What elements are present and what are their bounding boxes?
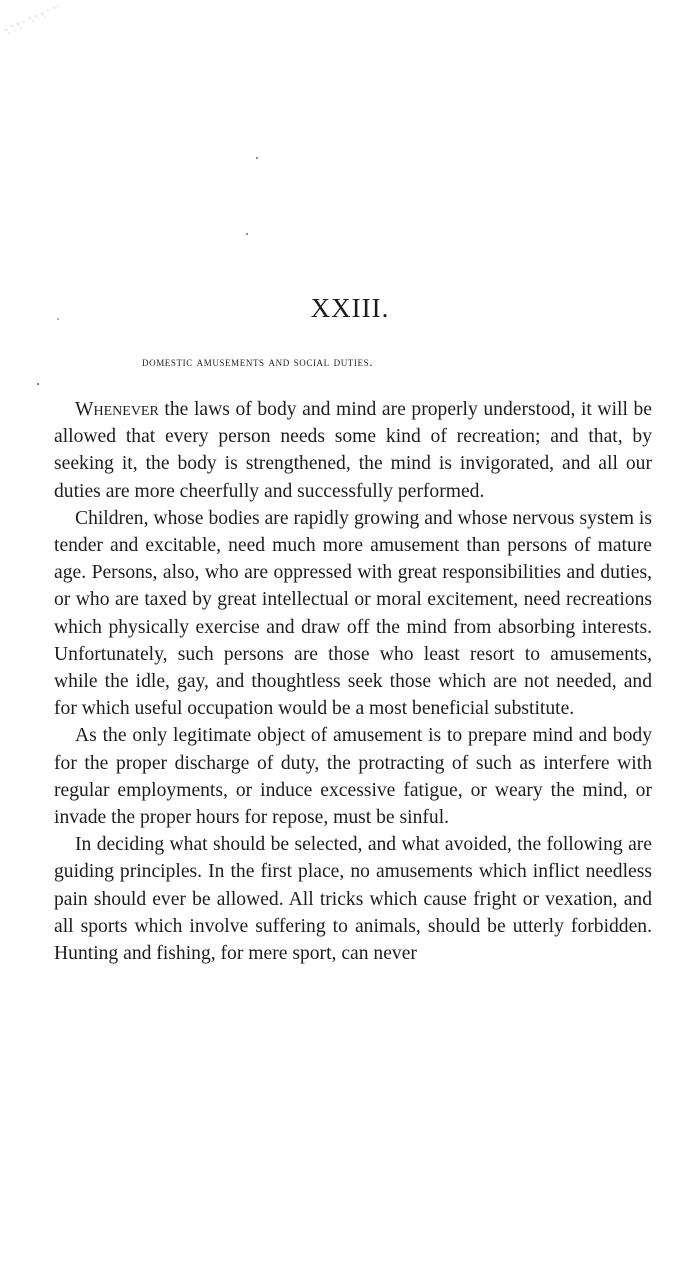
paragraph [54,505,652,723]
paper-speck [246,233,248,235]
paragraph-text: Children, whose bodies are rapidly growing and whose nervous system is tender and excitable, need much more amusement than persons of mature age. Persons, also, who are oppressed with great responsibilities and duties, or who are taxed by great intellectual or moral excitement, need recreations which physically exercise and draw off the mind from absorbing interests. Unfortunately, such persons are those who least resort to amusements, while the idle, gay, and thoughtless seek those which are not needed, and for which useful occupation would be a most beneficial substitute. [54,507,652,720]
chapter-number-text: XXIII. [310,293,390,323]
paragraph-lead-word: Whenever [75,399,159,420]
page-smudge [0,2,70,42]
paper-speck [37,383,39,385]
paragraph [54,722,652,831]
paper-speck [256,157,258,159]
chapter-title: domestic amusements and social duties. [142,354,374,369]
paragraph [54,831,652,967]
paragraph-text: In deciding what should be selected, and what avoided, the following are guiding principles. In the first place, no amusements which inflict needless pain should ever be allowed. All tricks which cause fright or vexation, and all sports which involve suffering to animals, should be utterly forbidden. Hunting and fishing, for mere sport, can never [54,834,652,965]
body-text [54,396,652,967]
paragraph-text: As the only legitimate object of amusement is to prepare mind and body for the proper discharge of duty, the protracting of such as interfere with regular employments, or induce excessive fatigue, or weary the mind, or invade the proper hours for repose, must be sinful. [54,725,652,829]
chapter-number [0,293,700,324]
paragraph [54,396,652,505]
paragraph-text: the laws of body and mind are properly understood, it will be allowed that every person needs some kind of recreation; and that, by seeking it, the body is strengthened, the mind is invigorated, and all our duties are more cheerfully and successfully performed. [54,399,652,502]
